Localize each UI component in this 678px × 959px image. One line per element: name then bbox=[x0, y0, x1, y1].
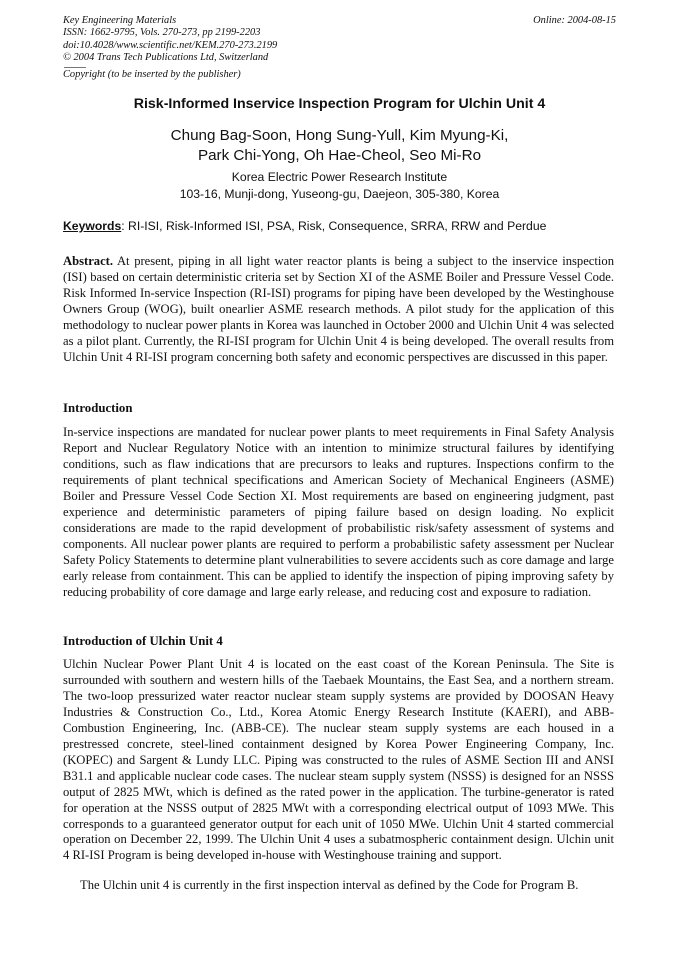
abstract bbox=[63, 254, 614, 366]
author-list bbox=[63, 126, 616, 166]
authors-line-1: Chung Bag-Soon, Hong Sung-Yull, Kim Myung-Ki, bbox=[170, 127, 509, 144]
keywords-text: : RI-ISI, Risk-Informed ISI, PSA, Risk, Consequence, SRRA, RRW and Perdue bbox=[121, 219, 547, 233]
keywords-label: Keywords bbox=[63, 219, 122, 233]
affiliation bbox=[63, 169, 616, 202]
paper-title: Risk-Informed Inservice Inspection Program for Ulchin Unit 4 bbox=[133, 96, 546, 112]
keywords bbox=[63, 219, 623, 233]
header-divider bbox=[64, 67, 86, 68]
introduction-paragraph: In-service inspections are mandated for nuclear power plants to meet requirements in Final Safety Analysis Report and Nuclear Regulatory Notice with an intention to minimize structural failures by identifying conditions, such as flaw indications that are precursors to leaks and ruptures. Inspections confirm to the requirements of plant technical specifications and American Society of Mechanical Engineers (ASME) Boiler and Pressure Vessel Code Section XI. Most requirements are based on engineering judgment, past experience and deterministic parameters of piping failure based on design loading. No explicit considerations are made to the rapid development of probabilistic risk/safety assessment of systems and components. All nuclear power plants are required to perform a probabilistic safety assessment per Nuclear Safety Policy Statements to determine plant vulnerabilities to severe accidents such as core damage and large early release from containment. This can be applied to identify the inspection of piping improving safety by reducing probability of core damage and large early release, and reducing cost and exposure to radiation. bbox=[63, 425, 614, 599]
abstract-label: Abstract. bbox=[63, 254, 114, 268]
authors-line-2: Park Chi-Yong, Oh Hae-Cheol, Seo Mi-Ro bbox=[197, 147, 482, 164]
ulchin-heading: Introduction of Ulchin Unit 4 bbox=[63, 634, 223, 648]
publisher-copyright: © 2004 Trans Tech Publications Ltd, Switzerland bbox=[63, 52, 269, 64]
affiliation-line-2: 103-16, Munji-dong, Yuseong-gu, Daejeon, 305-380, Korea bbox=[179, 186, 500, 201]
doi-line: doi:10.4028/www.scientific.net/KEM.270-273.2199 bbox=[63, 39, 278, 51]
introduction-heading: Introduction bbox=[63, 401, 133, 415]
ulchin-paragraph: Ulchin Nuclear Power Plant Unit 4 is located on the east coast of the Korean Peninsula. The Site is surrounded with southern and western hills of the Taebaek Mountains, the East Sea, and a northern stream. The two-loop pressurized water reactor nuclear steam supply systems are provided by DOOSAN Heavy Industries & Construction Co., Ltd., Korea Atomic Energy Research Institute (KAERI), and ABB-Combustion Engineering, Inc. (ABB-CE). The nuclear steam supply systems are each housed in a prestressed concrete, steel-lined containment designed by Korea Power Engineering Company, Inc. (KOPEC) and Sargent & Lundy LLC. Piping was constructed to the rules of ASME Section III and ANSI B31.1 and applicable nuclear code cases. The nuclear steam supply system (NSSS) is designed for an NSSS output of 2825 MWt, which is defined as the rated power in the application. The turbine-generator is rated for operation at the NSSS output of 2825 MWt with a corresponding electrical output of 1093 MWe. This corresponds to a guaranteed generator output for each unit of 1050 MWe. Ulchin Unit 4 started commercial operation on December 22, 1999. The Ulchin Unit 4 uses a subatmospheric containment design. Ulchin unit 4 RI-ISI Program is being developed in-house with Westinghouse training and support. bbox=[63, 657, 614, 863]
abstract-text: At present, piping in all light water reactor plants is being a subject to the inservice inspection (ISI) based on certain deterministic criteria set by Section XI of the ASME Boiler and Pressure Vessel Code. Risk Informed In-service Inspection (RI-ISI) programs for piping have been developed by the Westinghouse Owners Group (WOG), built onearlier ASME research methods. A pilot study for the application of this methodology to nuclear power plants in Korea was launched in October 2000 and Ulchin Unit 4 was selected as a pilot plant. Currently, the RI-ISI program for Ulchin Unit 4 is being developed. The overall results from Ulchin Unit 4 RI-ISI program concerning both safety and economic perspectives are discussed in this paper. bbox=[63, 254, 614, 364]
online-date: Online: 2004-08-15 bbox=[533, 15, 616, 26]
header-top-row bbox=[63, 15, 616, 27]
copyright-note: Copyright (to be inserted by the publisher) bbox=[63, 68, 241, 80]
affiliation-line-1: Korea Electric Power Research Institute bbox=[231, 170, 448, 184]
issn-line: ISSN: 1662-9795, Vols. 270-273, pp 2199-2203 bbox=[63, 27, 261, 39]
ulchin-paragraph-2: The Ulchin unit 4 is currently in the first inspection interval as defined by the Code for Program B. bbox=[80, 878, 579, 892]
journal-name: Key Engineering Materials bbox=[63, 15, 177, 26]
journal-header bbox=[63, 15, 616, 81]
